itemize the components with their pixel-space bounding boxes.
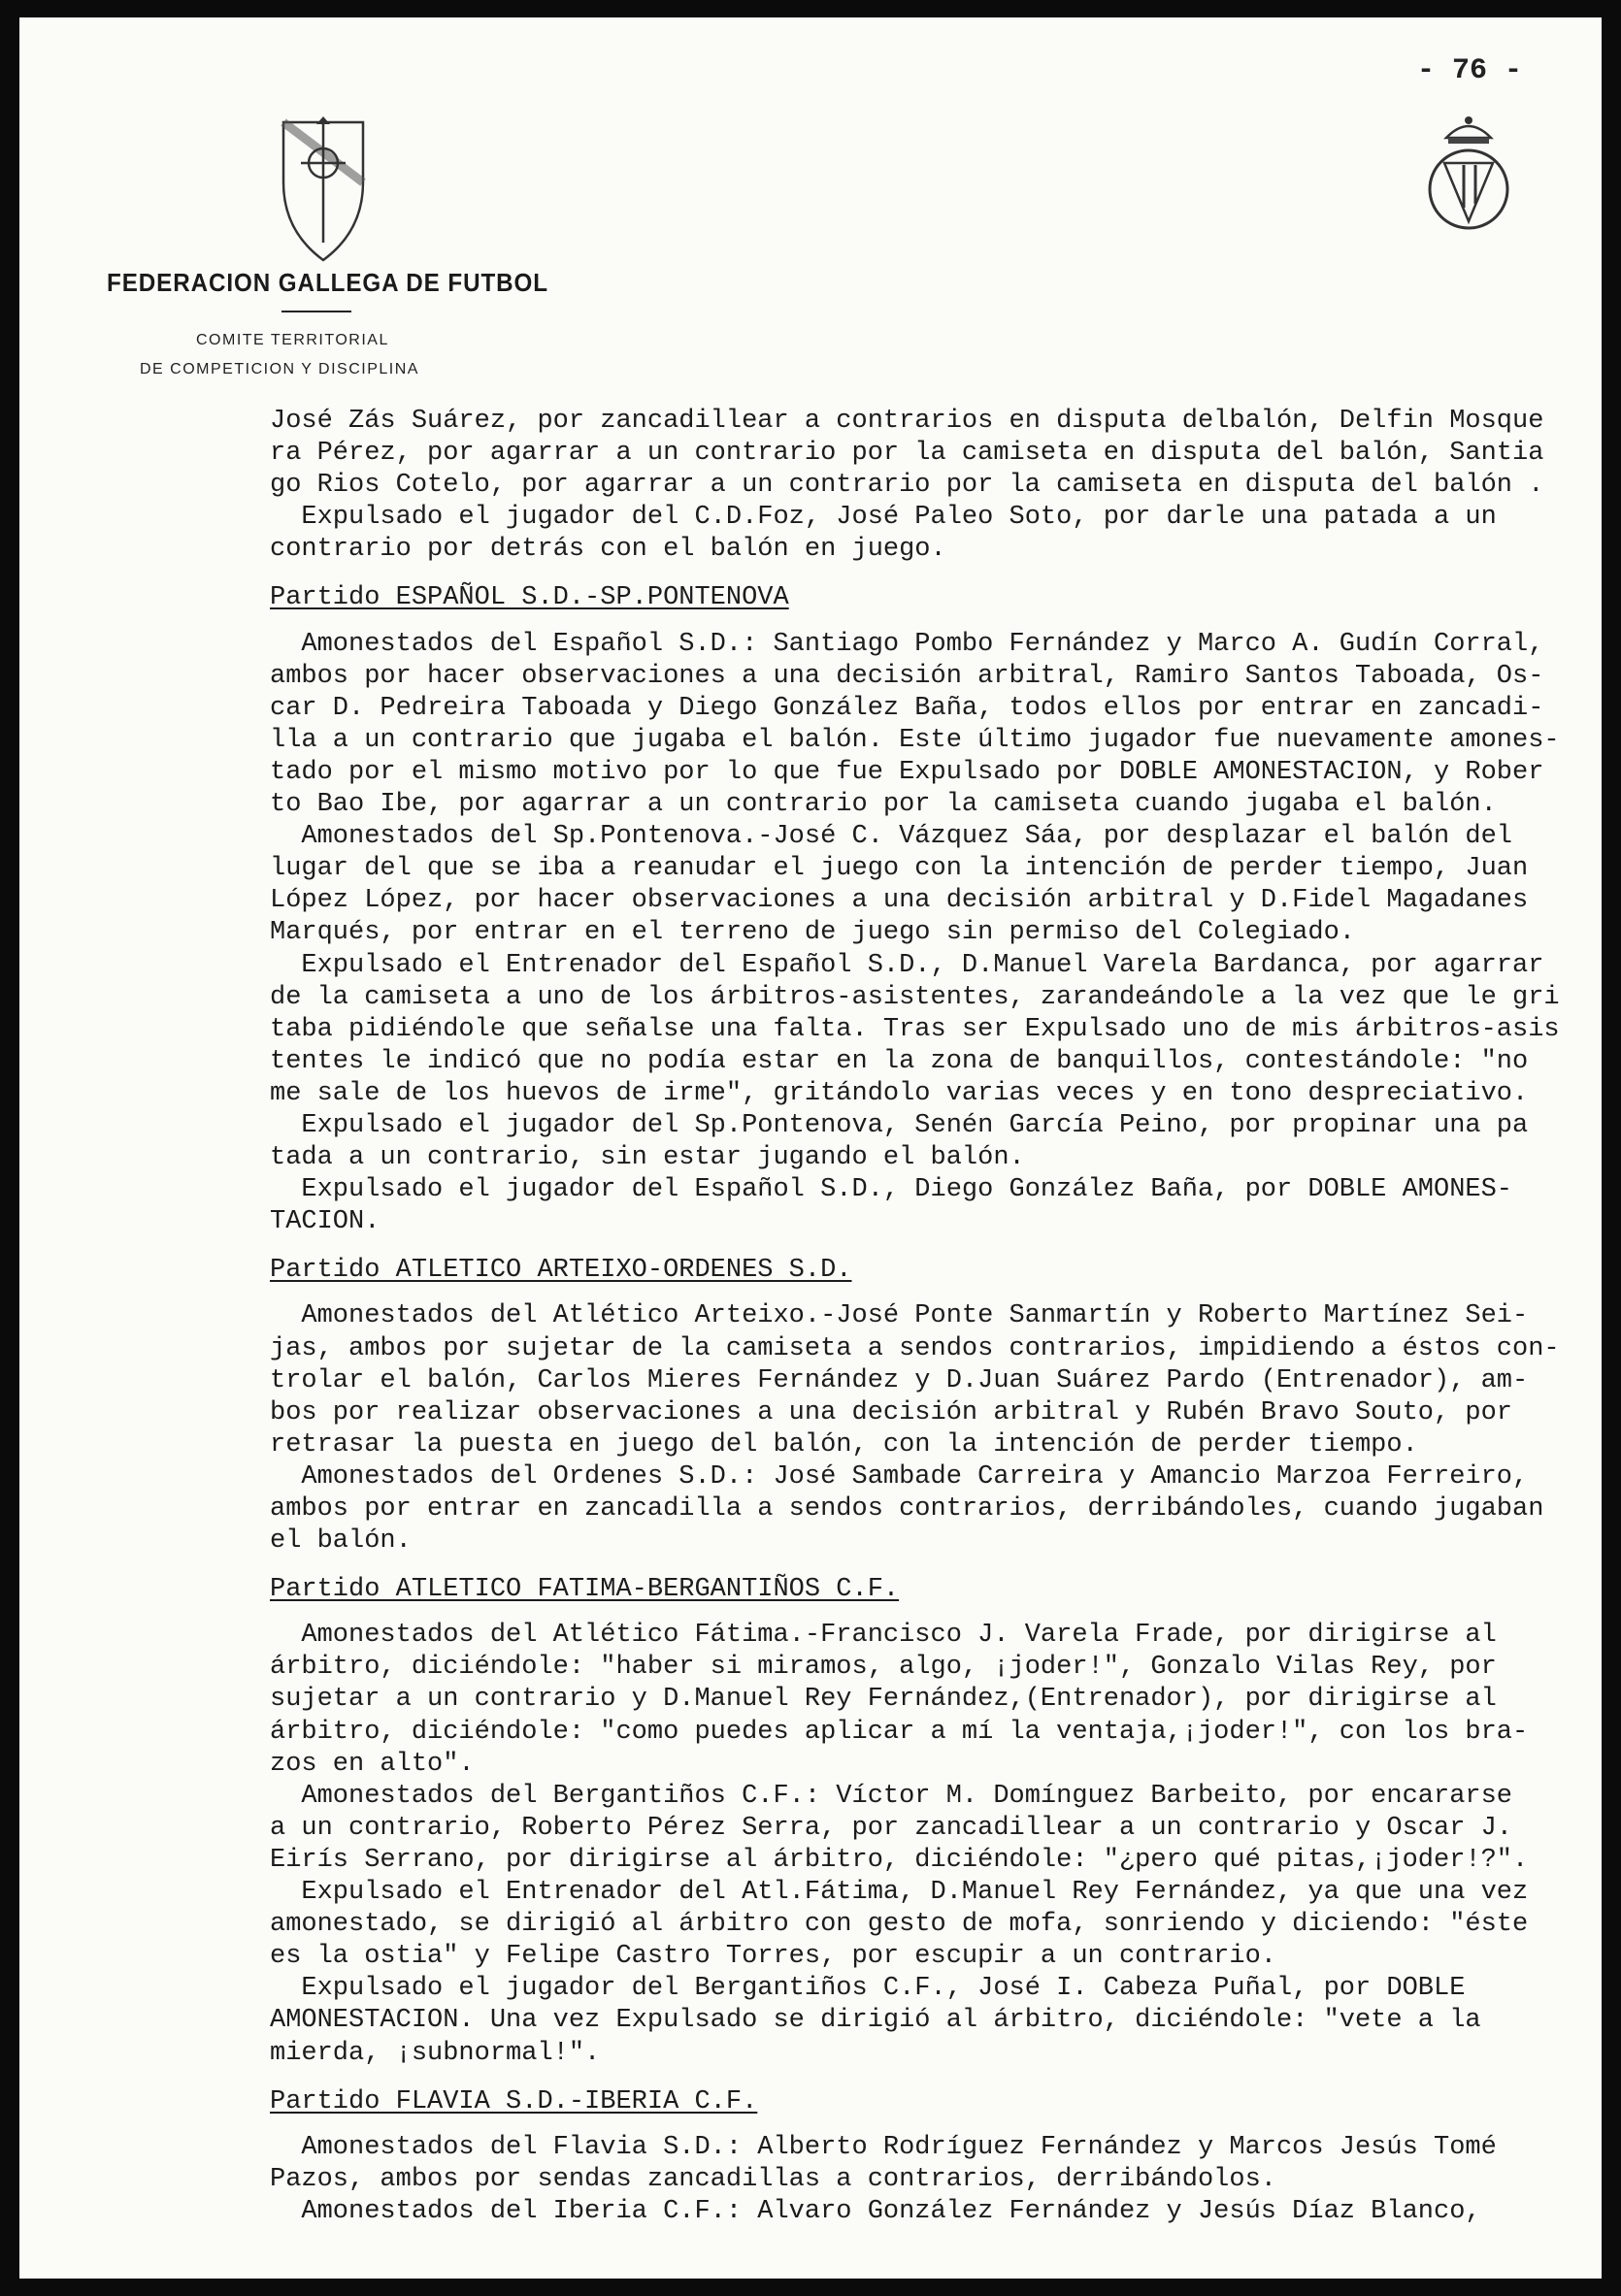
heading-text: Partido ATLETICO FATIMA-BERGANTIÑOS C.F.	[270, 1575, 900, 1605]
organization-name: FEDERACION GALLEGA DE FUTBOL	[107, 268, 549, 297]
section-gap	[270, 1558, 1590, 1571]
text-line: Amonestados del Atlético Arteixo.-José Ponte Sanmartín y Roberto Martínez Sei-	[270, 1301, 1529, 1331]
section-gap	[270, 566, 1590, 579]
text-line: taba pidiéndole que señalse una falta. Tras ser Expulsado uno de mis árbitros-asis	[270, 1014, 1560, 1044]
text-line: Expulsado el jugador del Español S.D., Diego González Baña, por DOBLE AMONES-	[270, 1175, 1513, 1205]
text-line: zos en alto".	[270, 1749, 475, 1779]
text-line: ra Pérez, por agarrar a un contrario por la camiseta en disputa del balón, Santia	[270, 439, 1544, 469]
text-line: me sale de los huevos de irme", gritándolo varias veces y en tono despreciativo.	[270, 1078, 1529, 1108]
text-line: Amonestados del Iberia C.F.: Alvaro González Fernández y Jesús Díaz Blanco,	[270, 2196, 1481, 2226]
text-line: Amonestados del Flavia S.D.: Alberto Rodríguez Fernández y Marcos Jesús Tomé	[270, 2132, 1497, 2162]
text-line: Expulsado el jugador del C.D.Foz, José Paleo Soto, por darle una patada a un	[270, 503, 1497, 533]
text-line: Amonestados del Sp.Pontenova.-José C. Vázquez Sáa, por desplazar el balón del	[270, 822, 1513, 852]
text-line: lla a un contrario que jugaba el balón. Este último jugador fue nuevamente amones-	[270, 725, 1560, 755]
federation-shield-logo	[280, 115, 367, 265]
document-body	[270, 406, 1590, 2228]
paragraph-block	[270, 1300, 1590, 1558]
heading-text: Partido ESPAÑOL S.D.-SP.PONTENOVA	[270, 583, 789, 613]
text-line: bos por realizar observaciones a una decisión arbitral y Rubén Bravo Souto, por	[270, 1397, 1513, 1427]
text-line: lugar del que se iba a reanudar el juego con la intención de perder tiempo, Juan	[270, 854, 1529, 884]
text-line: sujetar a un contrario y D.Manuel Rey Fernández,(Entrenador), por dirigirse al	[270, 1685, 1497, 1715]
paragraph-block	[270, 629, 1590, 1239]
section-gap	[270, 2070, 1590, 2083]
text-line: el balón.	[270, 1526, 412, 1557]
text-line: AMONESTACION. Una vez Expulsado se dirigió al árbitro, diciéndole: "vete a la	[270, 2006, 1481, 2036]
text-line: to Bao Ibe, por agarrar a un contrario por la camiseta cuando jugaba el balón.	[270, 790, 1497, 820]
text-line: Amonestados del Ordenes S.D.: José Sambade Carreira y Amancio Marzoa Ferreiro,	[270, 1461, 1529, 1492]
section-gap	[270, 1287, 1590, 1300]
section-gap	[270, 615, 1590, 629]
text-line: Amonestados del Atlético Fátima.-Francisco J. Varela Frade, por dirigirse al	[270, 1621, 1497, 1651]
text-line: Expulsado el Entrenador del Atl.Fátima, D.Manuel Rey Fernández, ya que una vez	[270, 1878, 1529, 1908]
text-line: Expulsado el jugador del Sp.Pontenova, Senén García Peino, por propinar una pa	[270, 1110, 1529, 1140]
committee-line-2: DE COMPETICION Y DISCIPLINA	[140, 361, 419, 377]
document-page	[19, 17, 1602, 2279]
text-line: trolar el balón, Carlos Mieres Fernández y D.Juan Suárez Pardo (Entrenador), am-	[270, 1365, 1529, 1395]
text-line: árbitro, diciéndole: "como puedes aplicar a mí la ventaja,¡joder!", con los bra-	[270, 1717, 1529, 1747]
paragraph-block	[270, 2132, 1590, 2228]
heading-text: Partido ATLETICO ARTEIXO-ORDENES S.D.	[270, 1256, 852, 1286]
text-line: Expulsado el jugador del Bergantiños C.F., José I. Cabeza Puñal, por DOBLE	[270, 1974, 1466, 2004]
section-gap	[270, 2118, 1590, 2132]
match-heading	[270, 1574, 1590, 1606]
text-line: árbitro, diciéndole: "haber si miramos, algo, ¡joder!", Gonzalo Vilas Rey, por	[270, 1653, 1497, 1683]
text-line: de la camiseta a uno de los árbitros-asistentes, zarandeándole a la vez que le gri	[270, 982, 1560, 1012]
text-line: Pazos, ambos por sendas zancadillas a contrarios, derribándolos.	[270, 2164, 1276, 2194]
text-line: go Rios Cotelo, por agarrar a un contrario por la camiseta en disputa del balón .	[270, 471, 1544, 501]
text-line: tado por el mismo motivo por lo que fue Expulsado por DOBLE AMONESTACION, y Rober	[270, 757, 1544, 787]
text-line: ambos por hacer observaciones a una decisión arbitral, Ramiro Santos Taboada, Os-	[270, 661, 1544, 691]
text-line: ambos por entrar en zancadilla a sendos contrarios, derribándoles, cuando jugaban	[270, 1494, 1544, 1524]
text-line: TACION.	[270, 1207, 380, 1237]
text-line: tentes le indicó que no podía estar en la zona de banquillos, contestándole: "no	[270, 1046, 1529, 1076]
text-line: Amonestados del Bergantiños C.F.: Víctor M. Domínguez Barbeito, por encararse	[270, 1781, 1513, 1811]
text-line: es la ostia" y Felipe Castro Torres, por escupir a un contrario.	[270, 1942, 1276, 1972]
paragraph-block	[270, 406, 1590, 566]
section-gap	[270, 1606, 1590, 1620]
text-line: car D. Pedreira Taboada y Diego González Baña, todos ellos por entrar en zancadi-	[270, 693, 1544, 723]
text-line: tada a un contrario, sin estar jugando el balón.	[270, 1143, 1025, 1173]
text-line: retrasar la puesta en juego del balón, con la intención de perder tiempo.	[270, 1429, 1418, 1460]
text-line: contrario por detrás con el balón en juego.	[270, 535, 946, 565]
text-line: Amonestados del Español S.D.: Santiago Pombo Fernández y Marco A. Gudín Corral,	[270, 629, 1544, 659]
page-number: - 76 -	[1417, 54, 1523, 87]
section-gap	[270, 1238, 1590, 1252]
text-line: Marqués, por entrar en el terreno de juego sin permiso del Colegiado.	[270, 918, 1355, 948]
text-line: amonestado, se dirigió al árbitro con gesto de mofa, sonriendo y diciendo: "éste	[270, 1910, 1529, 1940]
match-heading	[270, 2086, 1590, 2118]
text-line: Expulsado el Entrenador del Español S.D., D.Manuel Varela Bardanca, por agarrar	[270, 950, 1544, 980]
match-heading	[270, 1255, 1590, 1287]
match-heading	[270, 582, 1590, 614]
paragraph-block	[270, 1620, 1590, 2069]
royal-federation-crest-logo	[1425, 107, 1512, 243]
text-line: a un contrario, Roberto Pérez Serra, por zancadillear a un contrario y Oscar J.	[270, 1813, 1513, 1843]
committee-line-1: COMITE TERRITORIAL	[196, 332, 389, 348]
text-line: Eirís Serrano, por dirigirse al árbitro, diciéndole: "¿pero qué pitas,¡joder!?".	[270, 1845, 1529, 1875]
text-line: José Zás Suárez, por zancadillear a contrarios en disputa delbalón, Delfin Mosque	[270, 407, 1544, 436]
text-line: López López, por hacer observaciones a una decisión arbitral y D.Fidel Magadanes	[270, 886, 1529, 916]
header-divider	[281, 311, 351, 312]
text-line: jas, ambos por sujetar de la camiseta a sendos contrarios, impidiendo a éstos con-	[270, 1333, 1560, 1363]
text-line: mierda, ¡subnormal!".	[270, 2038, 601, 2068]
heading-text: Partido FLAVIA S.D.-IBERIA C.F.	[270, 2086, 758, 2116]
